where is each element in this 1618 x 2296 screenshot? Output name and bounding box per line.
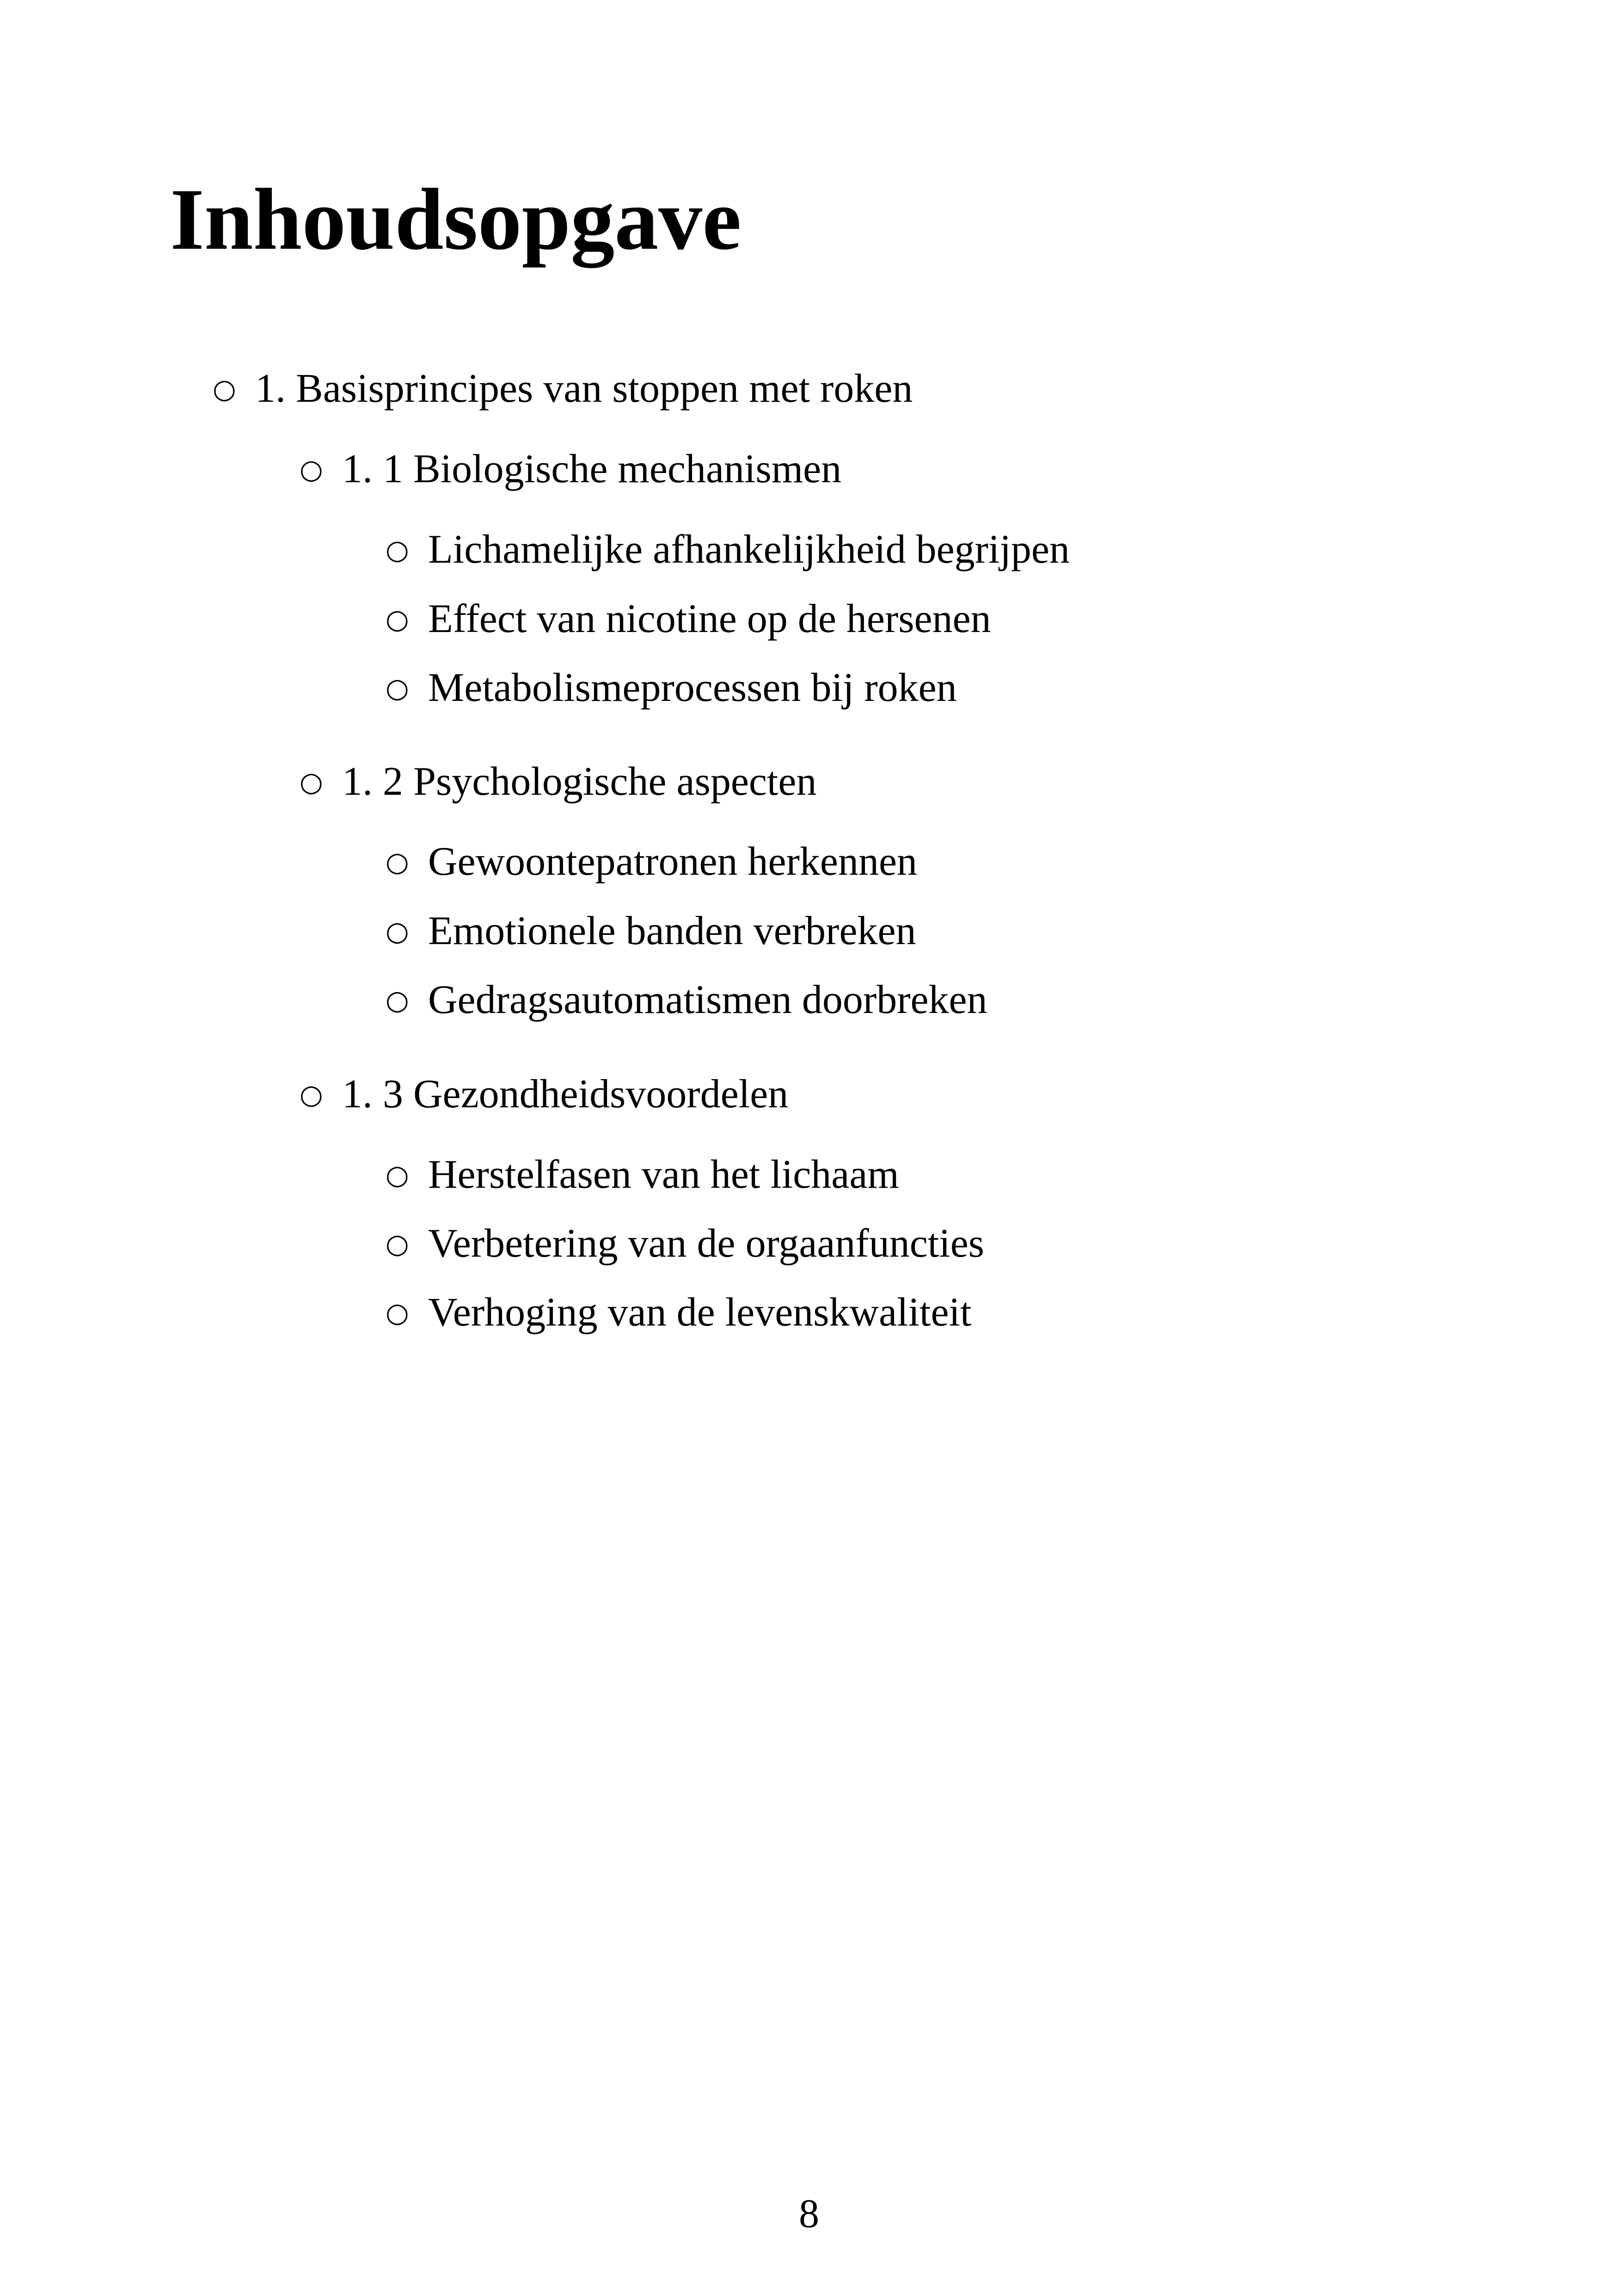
toc-item-label: Lichamelijke afhankelijkheid begrijpen: [428, 527, 1070, 572]
bullet-icon: ○: [386, 603, 409, 635]
toc-item[interactable]: [386, 1154, 899, 1195]
toc-item-label: Verhoging van de levenskwaliteit: [428, 1290, 972, 1335]
toc-section-label: 1. 2 Psychologische aspecten: [342, 759, 817, 804]
toc-item[interactable]: [386, 977, 987, 1022]
toc-item[interactable]: [386, 1223, 984, 1264]
toc-chapter-1[interactable]: [213, 368, 913, 409]
toc-section-1-3[interactable]: [300, 1074, 788, 1115]
bullet-icon: ○: [213, 373, 236, 405]
toc-item-label: Effect van nicotine op de hersenen: [428, 596, 991, 641]
bullet-icon: ○: [386, 1159, 409, 1191]
toc-item[interactable]: [386, 596, 991, 641]
toc-chapter-label: 1. Basisprincipes van stoppen met roken: [255, 366, 913, 411]
toc-item[interactable]: [386, 1292, 971, 1333]
bullet-icon: ○: [386, 984, 409, 1016]
toc-item-label: Gedragsautomatismen doorbreken: [428, 977, 987, 1022]
toc-item-label: Metabolismeprocessen bij roken: [428, 665, 957, 710]
toc-item-label: Herstelfasen van het lichaam: [428, 1152, 899, 1197]
bullet-icon: ○: [300, 766, 323, 798]
page-number: 8: [799, 2192, 819, 2236]
toc-item[interactable]: [386, 911, 916, 952]
toc-item[interactable]: [386, 529, 1070, 570]
toc-item[interactable]: [386, 841, 917, 882]
toc-item-label: Emotionele banden verbreken: [428, 909, 916, 953]
bullet-icon: ○: [386, 915, 409, 947]
bullet-icon: ○: [300, 1079, 323, 1110]
toc-item[interactable]: [386, 665, 957, 710]
toc-section-label: 1. 3 Gezondheidsvoordelen: [342, 1072, 789, 1117]
bullet-icon: ○: [300, 454, 323, 485]
bullet-icon: ○: [386, 1228, 409, 1259]
bullet-icon: ○: [386, 534, 409, 565]
bullet-icon: ○: [386, 1297, 409, 1328]
toc-item-label: Gewoontepatronen herkennen: [428, 839, 918, 884]
page-title: Inhoudsopgave: [170, 171, 742, 268]
toc-item-label: Verbetering van de orgaanfuncties: [428, 1221, 984, 1266]
toc-section-1-1[interactable]: [300, 449, 841, 490]
bullet-icon: ○: [386, 672, 409, 704]
toc-section-label: 1. 1 Biologische mechanismen: [342, 447, 842, 491]
toc-section-1-2[interactable]: [300, 761, 816, 802]
bullet-icon: ○: [386, 846, 409, 878]
